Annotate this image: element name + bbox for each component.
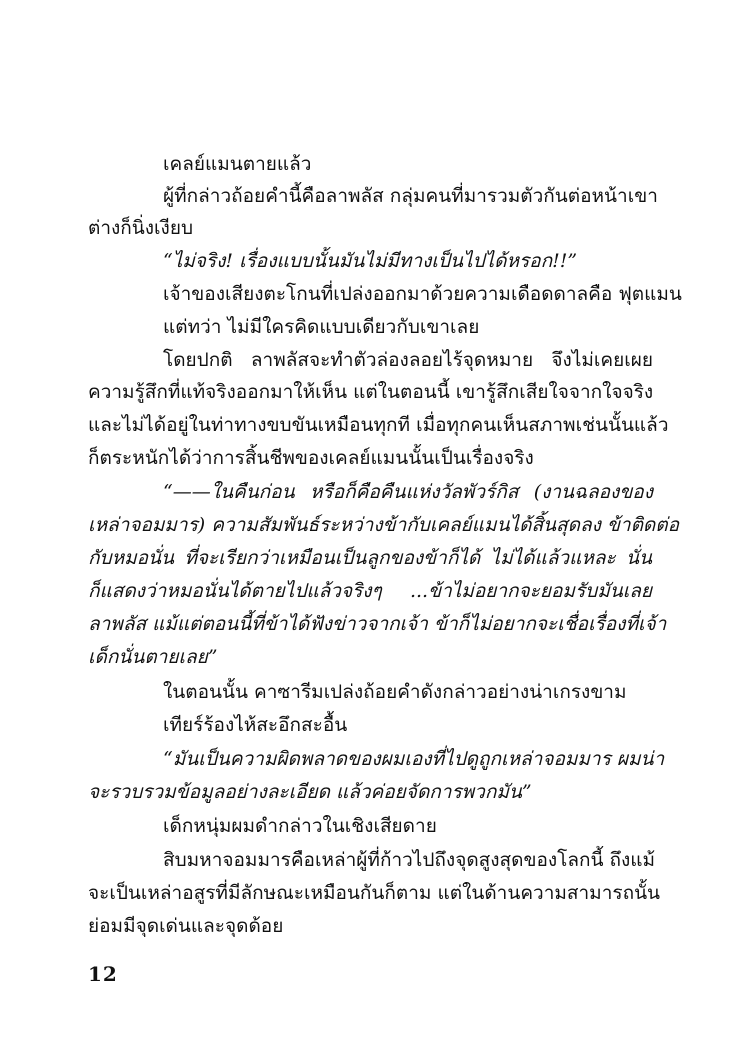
text-line: ผู้ที่กล่าวถ้อยคำนี้คือลาพลัส กลุ่มคนที่มารวมตัวกันต่อหน้าเขา xyxy=(163,185,658,207)
dialogue-line: “มันเป็นความผิดพลาดของผมเองที่ไปดูถูกเหล่าจอมมาร ผมน่า xyxy=(163,748,665,770)
text-line: ในตอนนั้น คาซารีมเปล่งถ้อยคำดังกล่าวอย่างน่าเกรงขาม xyxy=(163,681,627,703)
dialogue-line: จะรวบรวมข้อมูลอย่างละเอียด แล้วค่อยจัดการพวกมัน” xyxy=(88,781,532,803)
text-line: เด็กหนุ่มผมดำกล่าวในเชิงเสียดาย xyxy=(163,815,437,837)
text-line: เจ้าของเสียงตะโกนที่เปล่งออกมาด้วยความเดือดดาลคือ ฟุตแมน xyxy=(163,283,682,305)
dialogue-line: กับหมอนั่น ที่จะเรียกว่าเหมือนเป็นลูกของข้าก็ได้ ไม่ได้แล้วแหละ นั่น xyxy=(88,547,652,569)
dialogue-line: “ไม่จริง! เรื่องแบบนั้นมันไม่มีทางเป็นไปได้หรอก!!” xyxy=(163,250,578,272)
text-line: จะเป็นเหล่าอสูรที่มีลักษณะเหมือนกันก็ตาม แต่ในด้านความสามารถนั้น xyxy=(88,882,661,904)
dialogue-line: “——ในคืนก่อน หรือก็คือคืนแห่งวัลพัวร์กิส (งานฉลองของ xyxy=(163,481,653,503)
text-line: ย่อมมีจุดเด่นและจุดด้อย xyxy=(88,915,284,937)
text-line: เคลย์แมนตายแล้ว xyxy=(163,153,312,175)
text-line: ก็ตระหนักได้ว่าการสิ้นชีพของเคลย์แมนนั้นเป็นเรื่องจริง xyxy=(88,447,534,469)
text-line: สิบมหาจอมมารคือเหล่าผู้ที่ก้าวไปถึงจุดสูงสุดของโลกนี้ ถึงแม้ xyxy=(163,849,656,871)
text-line: เทียร์ร้องไห้สะอึกสะอื้น xyxy=(163,714,348,736)
page-number: 12 xyxy=(88,962,118,986)
text-line: ความรู้สึกที่แท้จริงออกมาให้เห็น แต่ในตอนนี้ เขารู้สึกเสียใจจากใจจริง xyxy=(88,381,654,403)
text-line: โดยปกติ ลาพลัสจะทำตัวล่องลอยไร้จุดหมาย จึงไม่เคยเผย xyxy=(163,349,653,371)
dialogue-line: ลาพลัส แม้แต่ตอนนี้ที่ข้าได้ฟังข่าวจากเจ้า ข้าก็ไม่อยากจะเชื่อเรื่องที่เจ้า xyxy=(88,613,667,635)
text-line: และไม่ได้อยู่ในท่าทางขบขันเหมือนทุกที เมื่อทุกคนเห็นสภาพเช่นนั้นแล้ว xyxy=(88,414,669,436)
dialogue-line: เหล่าจอมมาร) ความสัมพันธ์ระหว่างข้ากับเคลย์แมนได้สิ้นสุดลง ข้าติดต่อ xyxy=(88,514,680,536)
dialogue-line: ก็แสดงว่าหมอนั่นได้ตายไปแล้วจริงๆ ...ข้าไม่อยากจะยอมรับมันเลย xyxy=(88,580,652,602)
dialogue-line: เด็กนั่นตายเลย” xyxy=(88,646,218,668)
text-line: ต่างก็นิ่งเงียบ xyxy=(88,217,194,239)
text-line: แต่ทว่า ไม่มีใครคิดแบบเดียวกับเขาเลย xyxy=(163,316,480,338)
